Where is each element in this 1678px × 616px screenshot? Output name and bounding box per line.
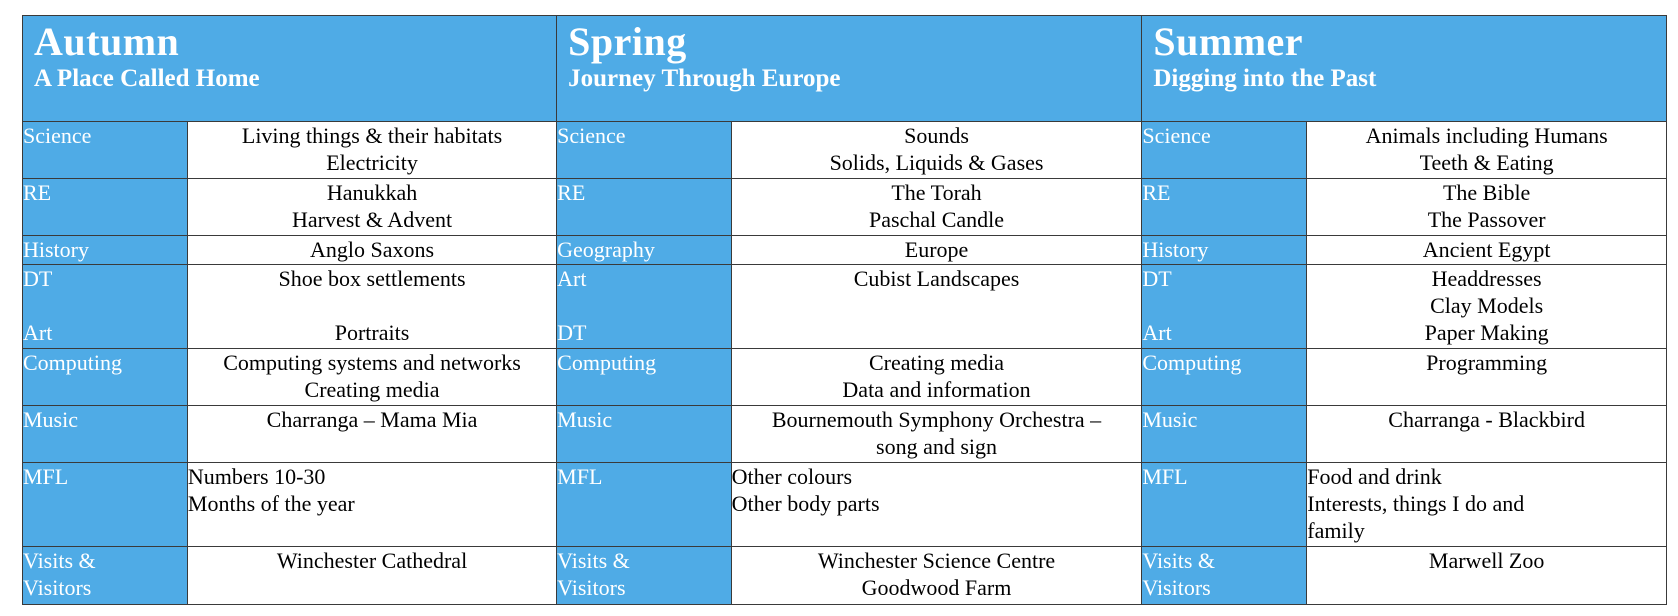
content-line: Headdresses <box>1431 265 1542 291</box>
content-line: Bournemouth Symphony Orchestra – <box>771 406 1102 432</box>
subject-label: MFL <box>23 462 188 547</box>
content-line: Solids, Liquids & Gases <box>829 150 1044 176</box>
computing-row <box>23 349 1667 406</box>
spacer <box>557 292 731 319</box>
content-line: Interests, things I do and <box>1307 490 1525 516</box>
subject-label <box>23 547 188 605</box>
subject-label-top: Art <box>557 265 587 291</box>
subject-label <box>1142 264 1307 349</box>
term-topic: Journey Through Europe <box>568 65 841 92</box>
content-line: Anglo Saxons <box>310 236 435 262</box>
content-line: Paper Making <box>1424 319 1549 345</box>
content-line: Marwell Zoo <box>1428 548 1545 574</box>
content-line: song and sign <box>876 433 998 459</box>
subject-content <box>731 122 1142 179</box>
content-line: Paschal Candle <box>869 206 1005 232</box>
content-line: family <box>1307 517 1365 543</box>
content-line: Cubist Landscapes <box>853 265 1020 291</box>
re-row <box>23 178 1667 235</box>
content-line: Data and information <box>842 377 1031 403</box>
content-line: The Passover <box>1427 206 1546 232</box>
content-line: Clay Models <box>1430 292 1544 318</box>
content-line: Ancient Egypt <box>1422 236 1551 262</box>
subject-label-bottom: Art <box>1142 319 1172 345</box>
subject-label: Music <box>23 405 188 462</box>
subject-content <box>1307 547 1667 605</box>
visits-row <box>23 547 1667 605</box>
content-line: Winchester Science Centre <box>817 548 1056 574</box>
subject-label: Science <box>557 122 732 179</box>
subject-label: Computing <box>1142 349 1307 406</box>
subject-label <box>557 547 732 605</box>
content-line: Programming <box>1426 350 1548 376</box>
subject-content <box>1307 405 1667 462</box>
content-line: Creating media <box>304 377 440 403</box>
content-line: Teeth & Eating <box>1419 150 1554 176</box>
subject-label-line: Visitors <box>1142 575 1211 601</box>
subject-label: Music <box>1142 405 1307 462</box>
subject-content <box>731 405 1142 462</box>
subject-label <box>557 264 732 349</box>
subject-content <box>187 264 556 349</box>
subject-content <box>731 178 1142 235</box>
subject-content <box>187 235 556 264</box>
content-line: Sounds <box>904 123 969 149</box>
term-name: Summer <box>1153 19 1304 64</box>
subject-label <box>1142 547 1307 605</box>
content-line: Charranga – Mama Mia <box>266 406 478 432</box>
subject-content <box>187 349 556 406</box>
subject-content <box>187 462 556 547</box>
content-line: Hanukkah <box>326 179 418 205</box>
term-header-row <box>23 16 1667 122</box>
subject-content <box>187 178 556 235</box>
subject-content <box>731 264 1142 349</box>
term-header-summer <box>1142 16 1667 122</box>
term-header-spring <box>557 16 1142 122</box>
content-line: Portraits <box>334 319 410 345</box>
content-line: Europe <box>904 236 969 262</box>
content-line: Other body parts <box>731 490 880 516</box>
subject-label-bottom: Art <box>23 319 53 345</box>
subject-content <box>731 235 1142 264</box>
term-name: Spring <box>568 19 687 64</box>
dt-art-row <box>23 264 1667 349</box>
subject-content <box>187 547 556 605</box>
subject-label-line: Visits & <box>23 548 96 574</box>
content-line <box>732 292 1142 319</box>
content-line <box>732 319 1142 346</box>
content-line: Creating media <box>869 350 1005 376</box>
music-row <box>23 405 1667 462</box>
content-line: The Bible <box>1442 179 1531 205</box>
humanities-row <box>23 235 1667 264</box>
subject-label-line: Visitors <box>23 575 92 601</box>
content-line: Other colours <box>731 463 853 489</box>
subject-content <box>731 462 1142 547</box>
subject-label: RE <box>1142 178 1307 235</box>
subject-label: RE <box>557 178 732 235</box>
mfl-row <box>23 462 1667 547</box>
spacer <box>23 292 187 319</box>
subject-label: MFL <box>1142 462 1307 547</box>
subject-content <box>1307 462 1667 547</box>
content-line: Harvest & Advent <box>291 206 453 232</box>
subject-content <box>731 349 1142 406</box>
subject-label: Science <box>23 122 188 179</box>
subject-label: Computing <box>23 349 188 406</box>
subject-label: Geography <box>557 235 732 264</box>
content-line: Numbers 10-30 <box>187 463 326 489</box>
subject-content <box>1307 178 1667 235</box>
content-line: Animals including Humans <box>1365 123 1608 149</box>
content-line: Electricity <box>326 150 418 176</box>
subject-label-line: Visitors <box>557 575 626 601</box>
subject-label: Music <box>557 405 732 462</box>
content-line <box>188 292 556 319</box>
subject-content <box>1307 122 1667 179</box>
content-line: Living things & their habitats <box>241 123 503 149</box>
subject-label-top: DT <box>23 265 53 291</box>
subject-content <box>1307 349 1667 406</box>
content-line: Goodwood Farm <box>861 575 1012 601</box>
subject-label: MFL <box>557 462 732 547</box>
content-line: Winchester Cathedral <box>276 548 468 574</box>
subject-label-top: DT <box>1142 265 1172 291</box>
subject-label: Computing <box>557 349 732 406</box>
term-header-autumn <box>23 16 557 122</box>
subject-label <box>23 264 188 349</box>
content-line: Shoe box settlements <box>278 265 466 291</box>
subject-label: Science <box>1142 122 1307 179</box>
subject-content <box>187 122 556 179</box>
term-name: Autumn <box>34 19 180 64</box>
term-topic: A Place Called Home <box>34 65 260 92</box>
subject-label-bottom: DT <box>557 319 587 345</box>
subject-content <box>1307 235 1667 264</box>
content-line: Food and drink <box>1307 463 1442 489</box>
subject-label: RE <box>23 178 188 235</box>
content-line: Charranga - Blackbird <box>1388 406 1585 432</box>
subject-label-line: Visits & <box>557 548 630 574</box>
curriculum-table <box>22 15 1667 605</box>
subject-content <box>1307 264 1667 349</box>
subject-label: History <box>1142 235 1307 264</box>
subject-label: History <box>23 235 188 264</box>
subject-content <box>731 547 1142 605</box>
science-row <box>23 122 1667 179</box>
subject-content <box>187 405 556 462</box>
subject-label-line: Visits & <box>1142 548 1216 574</box>
spacer <box>1142 292 1306 319</box>
content-line: Computing systems and networks <box>223 350 521 376</box>
content-line: The Torah <box>891 179 982 205</box>
content-line: Months of the year <box>187 490 355 516</box>
term-topic: Digging into the Past <box>1153 65 1377 92</box>
